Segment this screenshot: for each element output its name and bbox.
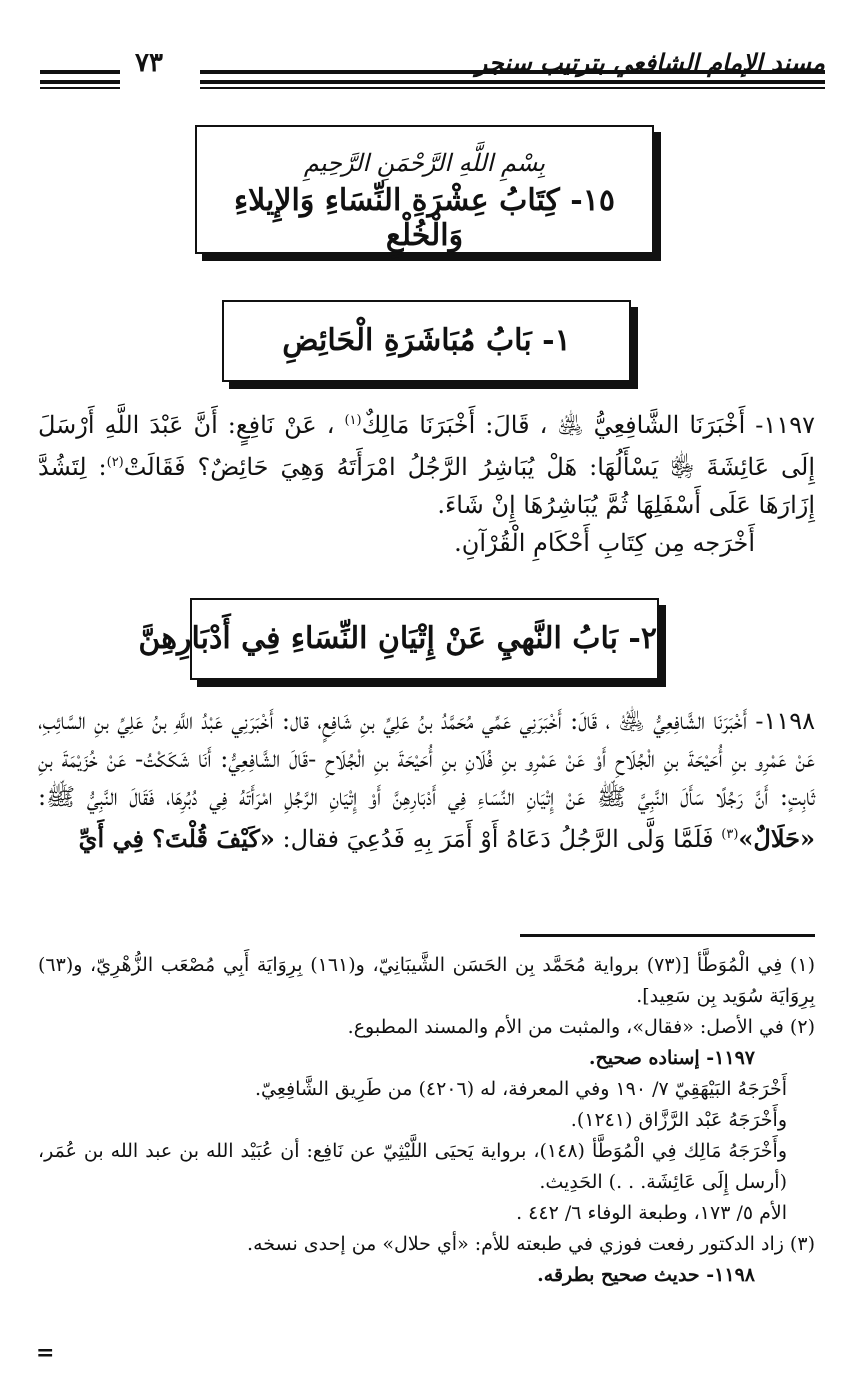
header-rule-left [40,80,120,89]
hadith-text-start: ١١٩٧- أَخْبَرَنَا الشَّافِعِيُّ ﵁ ، قَالَ: أَخْبَرَنَا مَالِكٌ [361,411,815,439]
chapter-title: ١- بَابُ مُبَاشَرَةِ الْحَائِضِ [282,323,571,358]
footnote: (٢) في الأصل: «فقال»، والمثبت من الأم والمسند المطبوع. [347,1016,815,1038]
header-rule-right [200,80,825,89]
book-title: ١٥- كِتَابُ عِشْرَةِ النِّسَاءِ وَالإِيلاءِ وَالْخُلْعِ [234,183,615,253]
hadith-text-mid: ، عَنْ نَافِعٍ: أَنَّ عَبْدَ اللَّهِ أَرْسَلَ إِلَى عَائِشَةَ ﵂ يَسْأَلُهَا: هَلْ يُبَاشِرُ الرَّجُلُ امْرَأَتَهُ وَهِيَ حَائِضٌ؟ فَقَالَتْ [38,411,815,481]
hadith-text [38,402,815,524]
hadith-text [38,702,815,858]
footnote-ref: (٢) [106,455,124,470]
commentary-line: وأَخْرَجَهُ عَبْد الرَّزَّاق (١٢٤١). [570,1109,787,1131]
commentary-line: أَخْرَجَهُ البَيْهَقِيّ ٧/ ١٩٠ وفي المعرفة، له (٤٢٠٦) من طَرِيق الشَّافِعِيّ. [255,1078,787,1100]
page-number: ٧٣ [135,48,163,78]
footnotes [38,950,815,1291]
chapter-heading-frame [222,300,631,382]
continuation-mark: = [36,1340,55,1366]
hadith-quote: «حَلَالٌ» [738,824,815,853]
footnote-ref: (٣) [721,827,739,842]
commentary-line: وأَخْرَجَهُ مَالِك فِي الْمُوَطَّأ (١٤٨)، برواية يَحيَى اللَّيْثِيّ عن نَافِع: أن عُبَيْد الله بن عبد الله بن عُمَر، (أرسل إِلَى عَائِشَة. . .) الحَدِيث. [38,1140,787,1193]
page-header [40,48,825,92]
commentary-heading: ١١٩٨- حديث صحيح بطرقه. [537,1264,755,1286]
commentary-heading: ١١٩٧- إسناده صحيح. [588,1047,755,1069]
hadith-text-end: : لِتَشُدَّ إِزَارَهَا عَلَى أَسْفَلِهَا ثُمَّ يُبَاشِرُهَا إِنْ شَاءَ. [38,453,815,519]
running-title: مسند الإمام الشافعي بترتيب سنجر [475,48,825,77]
footnote-separator [520,934,815,937]
hadith-1198 [38,702,815,858]
book-heading-frame [195,125,654,254]
commentary-line: الأم ٥/ ١٧٣، وطبعة الوفاء ٦/ ٤٤٢ . [516,1202,787,1224]
hadith-quote: «كَيْفَ قُلْتَ؟ فِي أَيِّ [78,824,275,853]
hadith-source: أَخْرَجه مِن كِتَابِ أَحْكَامِ الْقُرْآنِ. [454,529,755,557]
footnote: (١) فِي الْمُوَطَّأ [(٧٣) برواية مُحَمَّد بِن الحَسَن الشَّيبَانِيّ، و(١٦١) بِرِوَايَة أَبِي مُصْعَب الزُّهْرِيّ، و(٦٣) بِرِوَايَة سُوَيد بِن سَعِيد]. [38,954,815,1007]
basmala: بِسْمِ اللَّهِ الرَّحْمَنِ الرَّحِيمِ [303,149,546,177]
footnote: (٣) زاد الدكتور رفعت فوزي في طبعته للأم: «أي حلال» من إحدى نسخه. [247,1233,815,1255]
hadith-1197 [38,402,815,562]
chapter-title: ٢- بَابُ النَّهيِ عَنْ إِتْيَانِ النِّسَاءِ فِي أَدْبَارِهِنَّ [138,621,657,656]
hadith-text-start: ١١٩٨- أَخْبَرَنَا الشَّافِعِيُّ ﵁ ، قَالَ: أَخْبَرَنِي عَمِّي مُحَمَّدُ بنُ عَلِيِّ بنِ شَافِعٍ، قال: أَخْبَرَنِي عَبْدُ اللَّهِ بنُ عَلِيِّ بنِ السَّائِبِ، عَنْ عَمْرِو بنِ أُحَيْحَةَ بنِ الْجُلَاحِ أَوْ عَنْ عَمْرِو بنِ فُلَانِ بنِ أُحَيْحَةَ بنِ الْجُلَاحِ -قَالَ الشَّافِعِيُّ: أَنَا شَكَكْتُ- عَنْ خُزَيْمَةَ بنِ ثَابِتٍ: أَنَّ رَجُلًا سَأَلَ النَّبِيَّ ﷺ عَنْ إِتْيَانِ النِّسَاءِ فِي أَدْبَارِهِنَّ أَوْ إِتْيَانِ الرَّجُلِ امْرَأَتَهُ فِي دُبُرِهَا، فَقَالَ النَّبِيُّ ﷺ: [38,707,816,811]
hadith-text-mid: فَلَمَّا وَلَّى الرَّجُلُ دَعَاهُ أَوْ أَمَرَ بِهِ فَدُعِيَ فقال: [282,825,714,853]
chapter-heading-frame [138,598,659,680]
footnote-ref: (١) [344,413,362,428]
